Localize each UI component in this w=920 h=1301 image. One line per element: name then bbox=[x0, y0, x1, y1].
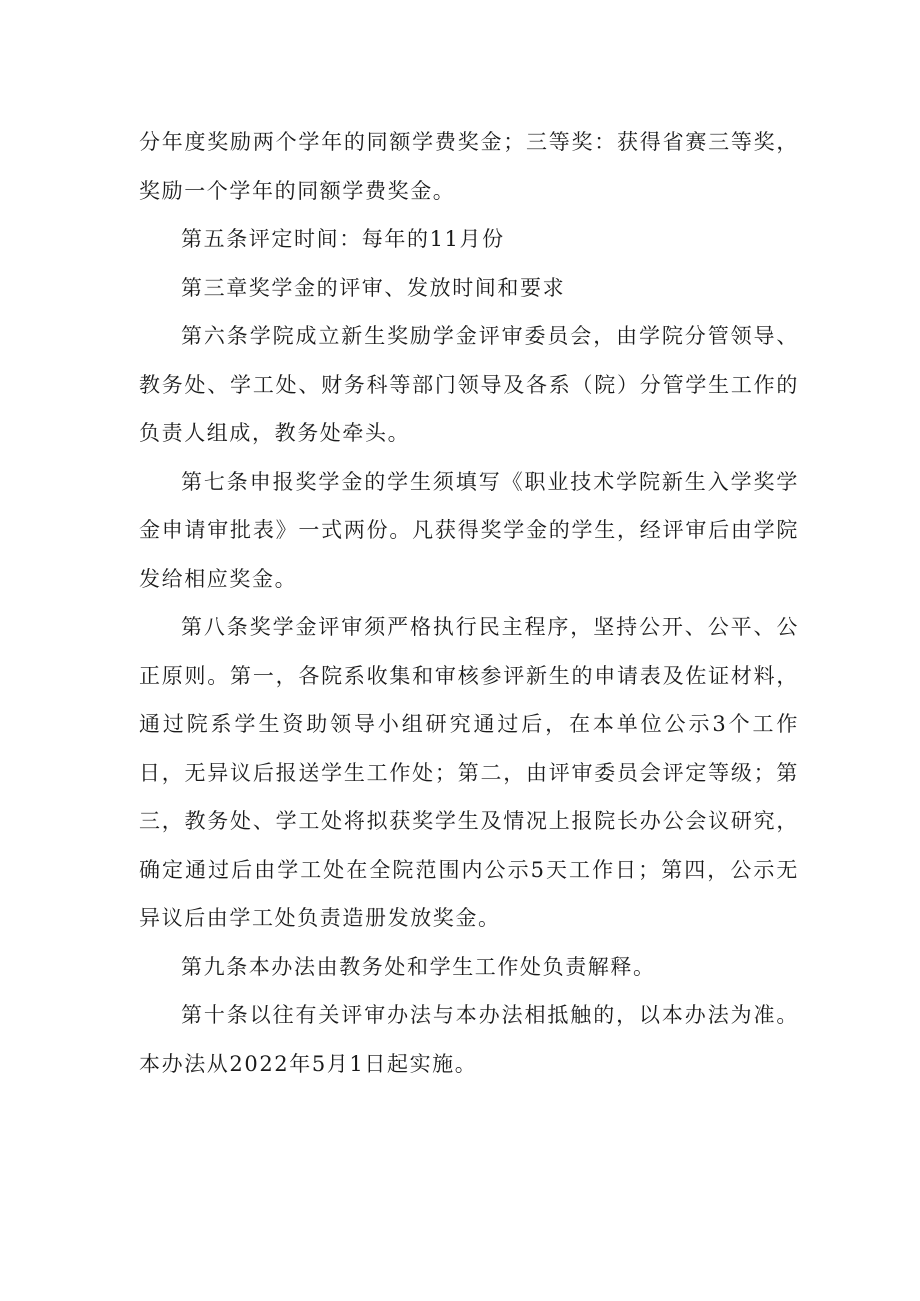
paragraph-article-7: 第七条申报奖学金的学生须填写《职业技术学院新生入学奖学金申请审批表》一式两份。凡获得奖学金的学生，经评审后由学院发给相应奖金。 bbox=[139, 469, 799, 591]
paragraph-award-continuation: 分年度奖励两个学年的同额学费奖金；三等奖：获得省赛三等奖，奖励一个学年的同额学费奖金。 bbox=[139, 130, 799, 203]
chapter-3-heading: 第三章奖学金的评审、发放时间和要求 bbox=[181, 275, 566, 300]
document-body bbox=[139, 118, 799, 1088]
paragraph-article-5: 第五条评定时间：每年的11月份 bbox=[181, 227, 505, 251]
paragraph-article-9: 第九条本办法由教务处和学生工作处负责解释。 bbox=[181, 954, 656, 979]
paragraph-article-8: 第八条奖学金评审须严格执行民主程序，坚持公开、公平、公正原则。第一，各院系收集和审核参评新生的申请表及佐证材料，通过院系学生资助领导小组研究通过后，在本单位公示3个工作日，无异议后报送学生工作处；第二，由评审委员会评定等级；第三，教务处、学工处将拟获奖学生及情况上报院长办公会议研究，确定通过后由学工处在全院范围内公示5天工作日；第四，公示无异议后由学工处负责造册发放奖金。 bbox=[139, 615, 799, 930]
paragraph-article-10: 第十条以往有关评审办法与本办法相抵触的，以本办法为准。本办法从2022年5月1日起实施。 bbox=[139, 1003, 799, 1076]
paragraph-article-6: 第六条学院成立新生奖励学金评审委员会，由学院分管领导、教务处、学工处、财务科等部门领导及各系（院）分管学生工作的负责人组成，教务处牵头。 bbox=[139, 324, 799, 445]
